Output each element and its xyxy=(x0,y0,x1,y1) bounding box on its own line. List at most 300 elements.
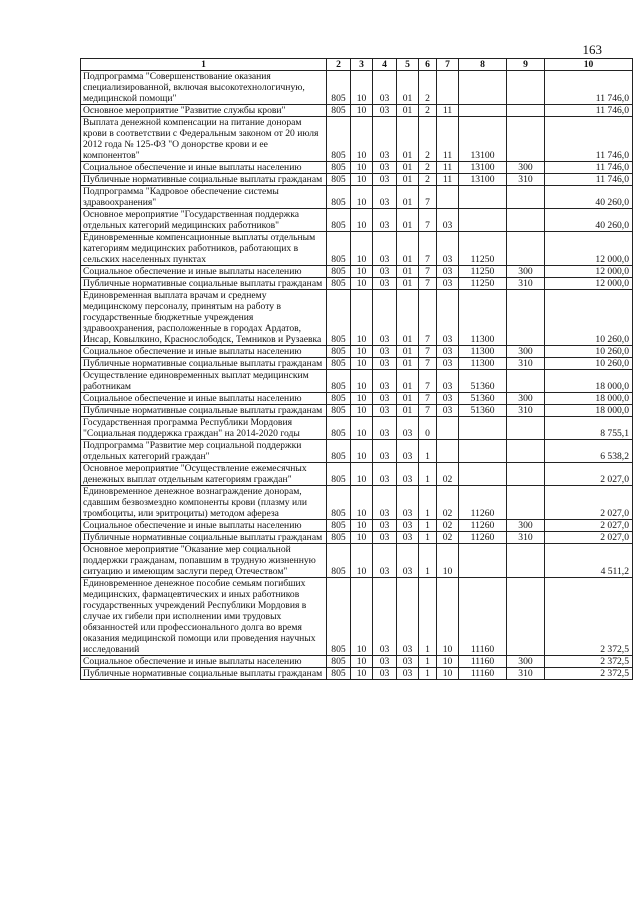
code-section: 10 xyxy=(351,463,373,486)
code-section: 10 xyxy=(351,532,373,544)
code-subprogram: 2 xyxy=(419,162,437,174)
code-subprogram: 1 xyxy=(419,668,437,680)
code-expense-type xyxy=(507,117,545,162)
code-subprogram: 7 xyxy=(419,209,437,232)
code-program: 03 xyxy=(397,544,419,578)
code-program: 01 xyxy=(397,290,419,346)
code-section: 10 xyxy=(351,393,373,405)
row-amount: 11 746,0 xyxy=(545,105,633,117)
code-subprogram: 7 xyxy=(419,405,437,417)
code-section: 10 xyxy=(351,278,373,290)
column-header: 2 xyxy=(327,59,351,71)
code-direction: 11300 xyxy=(459,358,507,370)
code-subsection: 03 xyxy=(373,544,397,578)
code-subprogram: 7 xyxy=(419,266,437,278)
column-header: 6 xyxy=(419,59,437,71)
code-event: 10 xyxy=(437,578,459,656)
row-amount: 6 538,2 xyxy=(545,440,633,463)
code-subprogram: 7 xyxy=(419,186,437,209)
code-direction xyxy=(459,186,507,209)
row-name: Единовременные компенсационные выплаты отдельным категориям медицинских работников, работающих в сельских населенных пунктах xyxy=(81,232,327,266)
code-subprogram: 1 xyxy=(419,520,437,532)
code-ministry: 805 xyxy=(327,417,351,440)
code-direction xyxy=(459,440,507,463)
code-section: 10 xyxy=(351,578,373,656)
code-event: 03 xyxy=(437,209,459,232)
table-header-row xyxy=(81,59,633,71)
code-program: 03 xyxy=(397,656,419,668)
code-subprogram: 2 xyxy=(419,117,437,162)
code-ministry: 805 xyxy=(327,290,351,346)
code-program: 01 xyxy=(397,117,419,162)
code-subprogram: 1 xyxy=(419,463,437,486)
row-name: Публичные нормативные социальные выплаты гражданам xyxy=(81,358,327,370)
column-header: 4 xyxy=(373,59,397,71)
code-subsection: 03 xyxy=(373,71,397,105)
table-row xyxy=(81,186,633,209)
row-amount: 2 372,5 xyxy=(545,656,633,668)
code-direction xyxy=(459,417,507,440)
row-amount: 18 000,0 xyxy=(545,405,633,417)
code-event: 03 xyxy=(437,358,459,370)
row-amount: 11 746,0 xyxy=(545,162,633,174)
code-expense-type: 300 xyxy=(507,162,545,174)
budget-table xyxy=(80,58,633,680)
code-subprogram: 7 xyxy=(419,370,437,393)
code-section: 10 xyxy=(351,174,373,186)
code-ministry: 805 xyxy=(327,440,351,463)
row-name: Единовременная выплата врачам и среднему медицинскому персоналу, принятым на работу в государственные бюджетные учреждения здравоохранения, расположенные в городах Ардатов, Инсар, Ковылкино, Краснослободск, Темников и Рузаевка xyxy=(81,290,327,346)
code-direction: 11250 xyxy=(459,232,507,266)
row-name: Публичные нормативные социальные выплаты гражданам xyxy=(81,174,327,186)
code-subprogram: 1 xyxy=(419,578,437,656)
code-expense-type xyxy=(507,232,545,266)
code-expense-type xyxy=(507,71,545,105)
code-direction: 11260 xyxy=(459,520,507,532)
code-program: 01 xyxy=(397,370,419,393)
row-name: Осуществление единовременных выплат медицинским работникам xyxy=(81,370,327,393)
code-section: 10 xyxy=(351,290,373,346)
code-direction: 13100 xyxy=(459,174,507,186)
code-program: 03 xyxy=(397,417,419,440)
code-expense-type: 310 xyxy=(507,174,545,186)
code-ministry: 805 xyxy=(327,174,351,186)
table-row xyxy=(81,266,633,278)
code-subsection: 03 xyxy=(373,486,397,520)
code-ministry: 805 xyxy=(327,346,351,358)
code-ministry: 805 xyxy=(327,532,351,544)
row-name: Основное мероприятие "Развитие службы крови" xyxy=(81,105,327,117)
row-name: Социальное обеспечение и иные выплаты населению xyxy=(81,393,327,405)
row-amount: 11 746,0 xyxy=(545,117,633,162)
code-subsection: 03 xyxy=(373,370,397,393)
code-program: 01 xyxy=(397,405,419,417)
code-ministry: 805 xyxy=(327,71,351,105)
code-subsection: 03 xyxy=(373,117,397,162)
code-direction: 13100 xyxy=(459,162,507,174)
row-name: Подпрограмма "Развитие мер социальной поддержки отдельных категорий граждан" xyxy=(81,440,327,463)
row-amount: 10 260,0 xyxy=(545,346,633,358)
table-row xyxy=(81,232,633,266)
code-event xyxy=(437,417,459,440)
code-direction: 13100 xyxy=(459,117,507,162)
code-event: 03 xyxy=(437,290,459,346)
code-expense-type xyxy=(507,105,545,117)
code-ministry: 805 xyxy=(327,544,351,578)
code-direction: 51360 xyxy=(459,393,507,405)
code-program: 01 xyxy=(397,71,419,105)
row-amount: 2 372,5 xyxy=(545,668,633,680)
row-amount: 2 372,5 xyxy=(545,578,633,656)
table-row xyxy=(81,209,633,232)
code-subsection: 03 xyxy=(373,232,397,266)
code-ministry: 805 xyxy=(327,105,351,117)
row-name: Выплата денежной компенсации на питание донорам крови в соответствии с Федеральным законом от 20 июля 2012 года № 125-ФЗ "О донорстве крови и ее компонентов" xyxy=(81,117,327,162)
code-ministry: 805 xyxy=(327,186,351,209)
code-subprogram: 1 xyxy=(419,544,437,578)
row-name: Государственная программа Республики Мордовия "Социальная поддержка граждан" на 2014-2020 годы xyxy=(81,417,327,440)
row-amount: 12 000,0 xyxy=(545,232,633,266)
code-event: 02 xyxy=(437,532,459,544)
code-event: 11 xyxy=(437,162,459,174)
code-subsection: 03 xyxy=(373,266,397,278)
code-subprogram: 0 xyxy=(419,417,437,440)
code-ministry: 805 xyxy=(327,486,351,520)
code-subsection: 03 xyxy=(373,346,397,358)
table-row xyxy=(81,393,633,405)
table-row xyxy=(81,544,633,578)
code-event: 10 xyxy=(437,544,459,578)
code-event xyxy=(437,71,459,105)
code-section: 10 xyxy=(351,656,373,668)
code-program: 03 xyxy=(397,486,419,520)
code-subsection: 03 xyxy=(373,278,397,290)
table-row xyxy=(81,162,633,174)
code-ministry: 805 xyxy=(327,393,351,405)
table-row xyxy=(81,358,633,370)
code-direction: 51360 xyxy=(459,405,507,417)
code-program: 01 xyxy=(397,162,419,174)
code-event: 02 xyxy=(437,486,459,520)
code-subprogram: 1 xyxy=(419,486,437,520)
code-subprogram: 7 xyxy=(419,290,437,346)
code-ministry: 805 xyxy=(327,370,351,393)
code-direction: 11160 xyxy=(459,656,507,668)
code-program: 01 xyxy=(397,232,419,266)
code-subsection: 03 xyxy=(373,532,397,544)
row-amount: 8 755,1 xyxy=(545,417,633,440)
code-ministry: 805 xyxy=(327,162,351,174)
code-subprogram: 7 xyxy=(419,346,437,358)
code-direction: 11250 xyxy=(459,278,507,290)
code-event: 10 xyxy=(437,656,459,668)
code-program: 01 xyxy=(397,278,419,290)
code-section: 10 xyxy=(351,186,373,209)
table-row xyxy=(81,174,633,186)
table-row xyxy=(81,278,633,290)
code-section: 10 xyxy=(351,486,373,520)
code-event: 03 xyxy=(437,266,459,278)
row-amount: 18 000,0 xyxy=(545,370,633,393)
table-row xyxy=(81,417,633,440)
code-ministry: 805 xyxy=(327,578,351,656)
code-expense-type: 300 xyxy=(507,656,545,668)
code-direction xyxy=(459,463,507,486)
code-direction: 11160 xyxy=(459,668,507,680)
code-program: 01 xyxy=(397,266,419,278)
code-program: 01 xyxy=(397,393,419,405)
code-subsection: 03 xyxy=(373,463,397,486)
code-direction xyxy=(459,71,507,105)
row-name: Основное мероприятие "Осуществление ежемесячных денежных выплат отдельным категориям граждан" xyxy=(81,463,327,486)
row-name: Публичные нормативные социальные выплаты гражданам xyxy=(81,668,327,680)
code-subsection: 03 xyxy=(373,393,397,405)
code-ministry: 805 xyxy=(327,209,351,232)
row-amount: 10 260,0 xyxy=(545,358,633,370)
code-subprogram: 7 xyxy=(419,278,437,290)
table-row xyxy=(81,520,633,532)
code-subsection: 03 xyxy=(373,417,397,440)
code-event: 03 xyxy=(437,405,459,417)
column-header: 7 xyxy=(437,59,459,71)
row-name: Основное мероприятие "Государственная поддержка отдельных категорий медицинских работников" xyxy=(81,209,327,232)
row-amount: 2 027,0 xyxy=(545,486,633,520)
code-expense-type: 310 xyxy=(507,668,545,680)
code-subprogram: 2 xyxy=(419,105,437,117)
code-subsection: 03 xyxy=(373,162,397,174)
code-direction: 11260 xyxy=(459,486,507,520)
row-name: Социальное обеспечение и иные выплаты населению xyxy=(81,346,327,358)
code-section: 10 xyxy=(351,358,373,370)
code-expense-type: 310 xyxy=(507,278,545,290)
code-expense-type: 300 xyxy=(507,393,545,405)
code-program: 03 xyxy=(397,532,419,544)
row-amount: 2 027,0 xyxy=(545,463,633,486)
code-expense-type xyxy=(507,578,545,656)
code-ministry: 805 xyxy=(327,232,351,266)
code-program: 01 xyxy=(397,186,419,209)
code-section: 10 xyxy=(351,668,373,680)
code-direction xyxy=(459,209,507,232)
code-direction xyxy=(459,105,507,117)
code-expense-type xyxy=(507,290,545,346)
code-ministry: 805 xyxy=(327,278,351,290)
code-subsection: 03 xyxy=(373,668,397,680)
table-body xyxy=(81,59,633,680)
table-row xyxy=(81,532,633,544)
code-expense-type: 300 xyxy=(507,346,545,358)
code-expense-type xyxy=(507,417,545,440)
code-ministry: 805 xyxy=(327,656,351,668)
code-program: 03 xyxy=(397,440,419,463)
code-expense-type xyxy=(507,463,545,486)
code-subprogram: 1 xyxy=(419,532,437,544)
code-expense-type xyxy=(507,209,545,232)
code-ministry: 805 xyxy=(327,463,351,486)
code-section: 10 xyxy=(351,405,373,417)
row-name: Единовременное денежное пособие семьям погибших медицинских, фармацевтических и иных работников государственных учреждений Республики Мордовия в случае их гибели при исполнении ими трудовых обязанностей или профессионального долга во время оказания медицинской помощи или проведения научных исследований xyxy=(81,578,327,656)
table-row xyxy=(81,668,633,680)
table-row xyxy=(81,105,633,117)
code-expense-type: 310 xyxy=(507,532,545,544)
code-direction xyxy=(459,544,507,578)
code-direction: 51360 xyxy=(459,370,507,393)
code-ministry: 805 xyxy=(327,405,351,417)
table-row xyxy=(81,656,633,668)
code-subsection: 03 xyxy=(373,520,397,532)
code-event: 03 xyxy=(437,346,459,358)
code-expense-type: 300 xyxy=(507,266,545,278)
table-row xyxy=(81,405,633,417)
code-program: 01 xyxy=(397,346,419,358)
code-expense-type xyxy=(507,186,545,209)
row-amount: 18 000,0 xyxy=(545,393,633,405)
column-header: 5 xyxy=(397,59,419,71)
row-amount: 40 260,0 xyxy=(545,209,633,232)
code-event: 03 xyxy=(437,393,459,405)
page-number: 163 xyxy=(582,42,602,57)
table-row xyxy=(81,578,633,656)
column-header: 1 xyxy=(81,59,327,71)
code-subsection: 03 xyxy=(373,186,397,209)
code-section: 10 xyxy=(351,209,373,232)
code-subprogram: 1 xyxy=(419,440,437,463)
row-amount: 40 260,0 xyxy=(545,186,633,209)
code-section: 10 xyxy=(351,370,373,393)
code-section: 10 xyxy=(351,266,373,278)
code-subprogram: 7 xyxy=(419,358,437,370)
code-subsection: 03 xyxy=(373,209,397,232)
row-amount: 12 000,0 xyxy=(545,266,633,278)
row-amount: 2 027,0 xyxy=(545,520,633,532)
table-row xyxy=(81,486,633,520)
code-section: 10 xyxy=(351,232,373,266)
code-subsection: 03 xyxy=(373,405,397,417)
code-direction: 11250 xyxy=(459,266,507,278)
row-name: Подпрограмма "Кадровое обеспечение системы здравоохранения" xyxy=(81,186,327,209)
code-expense-type: 300 xyxy=(507,520,545,532)
column-header: 3 xyxy=(351,59,373,71)
code-subsection: 03 xyxy=(373,440,397,463)
row-name: Основное мероприятие "Оказание мер социальной поддержки гражданам, попавшим в трудную жизненную ситуацию и имеющим заслуги перед Отечеством" xyxy=(81,544,327,578)
code-subprogram: 7 xyxy=(419,232,437,266)
row-amount: 10 260,0 xyxy=(545,290,633,346)
code-expense-type xyxy=(507,440,545,463)
code-direction: 11160 xyxy=(459,578,507,656)
code-section: 10 xyxy=(351,417,373,440)
code-subsection: 03 xyxy=(373,290,397,346)
code-subprogram: 1 xyxy=(419,656,437,668)
table-row xyxy=(81,71,633,105)
code-event: 10 xyxy=(437,668,459,680)
row-name: Публичные нормативные социальные выплаты гражданам xyxy=(81,278,327,290)
row-amount: 2 027,0 xyxy=(545,532,633,544)
column-header: 9 xyxy=(507,59,545,71)
code-ministry: 805 xyxy=(327,117,351,162)
code-program: 03 xyxy=(397,668,419,680)
code-expense-type xyxy=(507,486,545,520)
column-header: 10 xyxy=(545,59,633,71)
row-name: Публичные нормативные социальные выплаты гражданам xyxy=(81,532,327,544)
code-section: 10 xyxy=(351,162,373,174)
code-event: 02 xyxy=(437,463,459,486)
row-name: Социальное обеспечение и иные выплаты населению xyxy=(81,520,327,532)
row-amount: 12 000,0 xyxy=(545,278,633,290)
row-amount: 4 511,2 xyxy=(545,544,633,578)
code-subprogram: 2 xyxy=(419,71,437,105)
code-ministry: 805 xyxy=(327,668,351,680)
code-subsection: 03 xyxy=(373,174,397,186)
code-event: 11 xyxy=(437,117,459,162)
code-ministry: 805 xyxy=(327,520,351,532)
code-ministry: 805 xyxy=(327,266,351,278)
code-subprogram: 2 xyxy=(419,174,437,186)
code-program: 03 xyxy=(397,463,419,486)
code-section: 10 xyxy=(351,520,373,532)
row-name: Публичные нормативные социальные выплаты гражданам xyxy=(81,405,327,417)
code-event: 02 xyxy=(437,520,459,532)
code-program: 03 xyxy=(397,520,419,532)
row-name: Социальное обеспечение и иные выплаты населению xyxy=(81,656,327,668)
table-row xyxy=(81,346,633,358)
code-event: 11 xyxy=(437,105,459,117)
code-event: 11 xyxy=(437,174,459,186)
code-program: 01 xyxy=(397,358,419,370)
row-name: Социальное обеспечение и иные выплаты населению xyxy=(81,266,327,278)
code-program: 01 xyxy=(397,209,419,232)
code-program: 01 xyxy=(397,174,419,186)
code-subsection: 03 xyxy=(373,358,397,370)
row-name: Социальное обеспечение и иные выплаты населению xyxy=(81,162,327,174)
code-event xyxy=(437,186,459,209)
table-row xyxy=(81,370,633,393)
code-subsection: 03 xyxy=(373,656,397,668)
column-header: 8 xyxy=(459,59,507,71)
code-program: 03 xyxy=(397,578,419,656)
code-expense-type: 310 xyxy=(507,358,545,370)
code-section: 10 xyxy=(351,71,373,105)
table-row xyxy=(81,440,633,463)
table-row xyxy=(81,117,633,162)
code-expense-type xyxy=(507,544,545,578)
code-section: 10 xyxy=(351,105,373,117)
code-event: 03 xyxy=(437,370,459,393)
code-event: 03 xyxy=(437,278,459,290)
row-name: Единовременное денежное вознаграждение донорам, сдавшим безвозмездно компоненты крови (плазму или тромбоциты, или эритроциты) методом афереза xyxy=(81,486,327,520)
code-section: 10 xyxy=(351,440,373,463)
code-section: 10 xyxy=(351,117,373,162)
row-name: Подпрограмма "Совершенствование оказания специализированной, включая высокотехнологичную, медицинской помощи" xyxy=(81,71,327,105)
code-expense-type xyxy=(507,370,545,393)
code-ministry: 805 xyxy=(327,358,351,370)
code-section: 10 xyxy=(351,544,373,578)
code-direction: 11300 xyxy=(459,346,507,358)
code-subsection: 03 xyxy=(373,105,397,117)
code-section: 10 xyxy=(351,346,373,358)
code-subprogram: 7 xyxy=(419,393,437,405)
code-subsection: 03 xyxy=(373,578,397,656)
table-row xyxy=(81,463,633,486)
row-amount: 11 746,0 xyxy=(545,71,633,105)
code-direction: 11300 xyxy=(459,290,507,346)
code-program: 01 xyxy=(397,105,419,117)
code-event xyxy=(437,440,459,463)
code-expense-type: 310 xyxy=(507,405,545,417)
row-amount: 11 746,0 xyxy=(545,174,633,186)
code-event: 03 xyxy=(437,232,459,266)
table-row xyxy=(81,290,633,346)
code-direction: 11260 xyxy=(459,532,507,544)
